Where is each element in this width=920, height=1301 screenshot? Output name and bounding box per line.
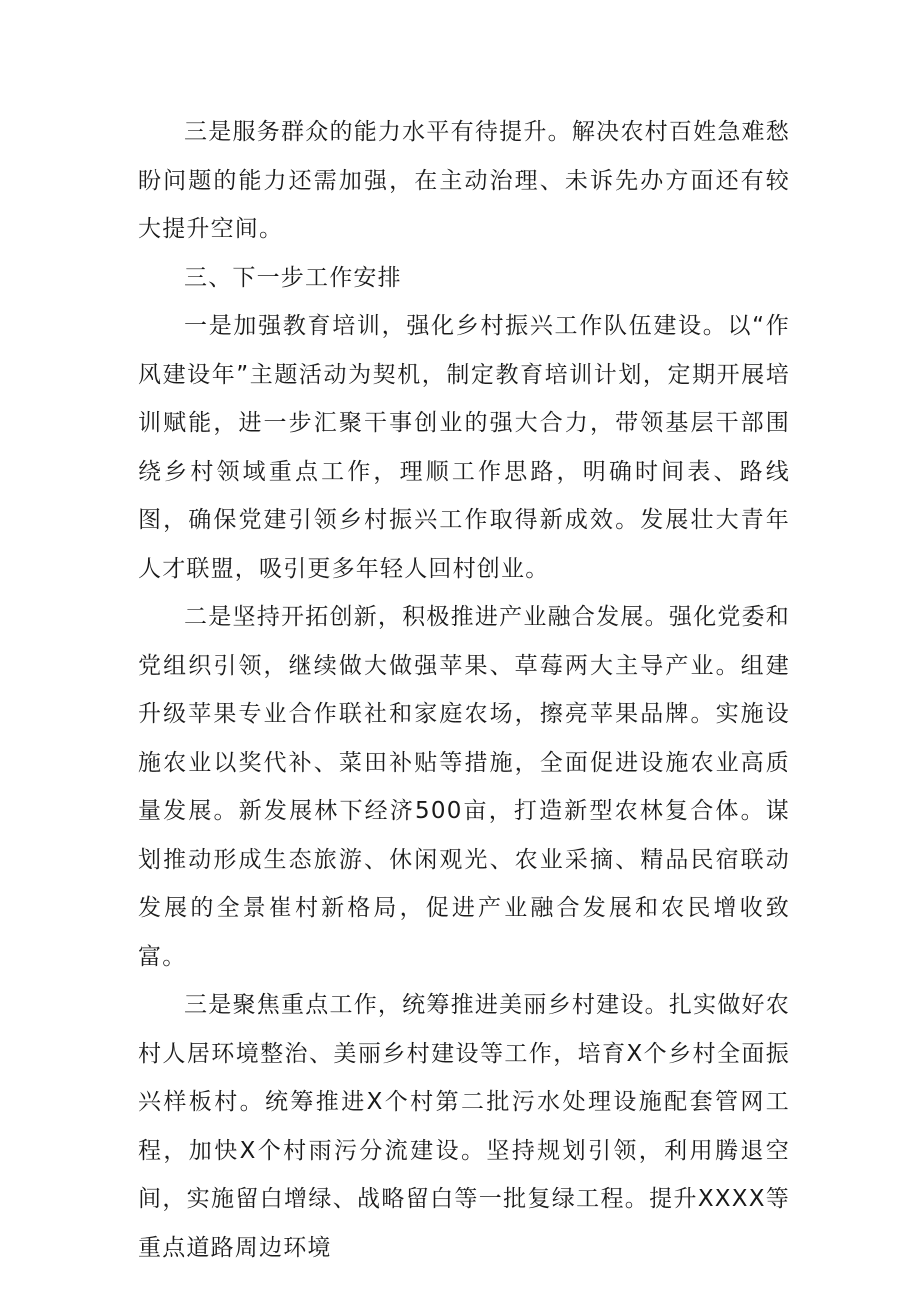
paragraph-beautiful-village: 三是聚焦重点工作，统筹推进美丽乡村建设。扎实做好农村人居环境整治、美丽乡村建设等工作，培育X个乡村全面振兴样板村。统筹推进X个村第二批污水处理设施配套管网工程，加快X个村雨污分流建设。坚持规划引领，利用腾退空间，实施留白增绿、战略留白等一批复绿工程。提升XXXX等重点道路周边环境 (138, 992, 790, 1261)
paragraph-education-training: 一是加强教育培训，强化乡村振兴工作队伍建设。以“作风建设年”主题活动为契机，制定教育培训计划，定期开展培训赋能，进一步汇聚干事创业的强大合力，带领基层干部围绕乡村领域重点工作，理顺工作思路，明确时间表、路线图，确保党建引领乡村振兴工作取得新成效。发展壮大青年人才联盟，吸引更多年轻人回村创业。 (138, 313, 790, 582)
paragraph-industry-integration: 二是坚持开拓创新，积极推进产业融合发展。强化党委和党组织引领，继续做大做强苹果、草莓两大主导产业。组建升级苹果专业合作联社和家庭农场，擦亮苹果品牌。实施设施农业以奖代补、菜田补贴等措施，全面促进设施农业高质量发展。新发展林下经济500亩，打造新型农林复合体。谋划推动形成生态旅游、休闲观光、农业采摘、精品民宿联动发展的全景崔村新格局，促进产业融合发展和农民增收致富。 (138, 604, 790, 970)
document-body (138, 108, 790, 1272)
section-heading-next-steps: 三、下一步工作安排 (184, 264, 402, 291)
paragraph-service-capacity: 三是服务群众的能力水平有待提升。解决农村百姓急难愁盼问题的能力还需加强，在主动治理、未诉先办方面还有较大提升空间。 (138, 119, 790, 242)
